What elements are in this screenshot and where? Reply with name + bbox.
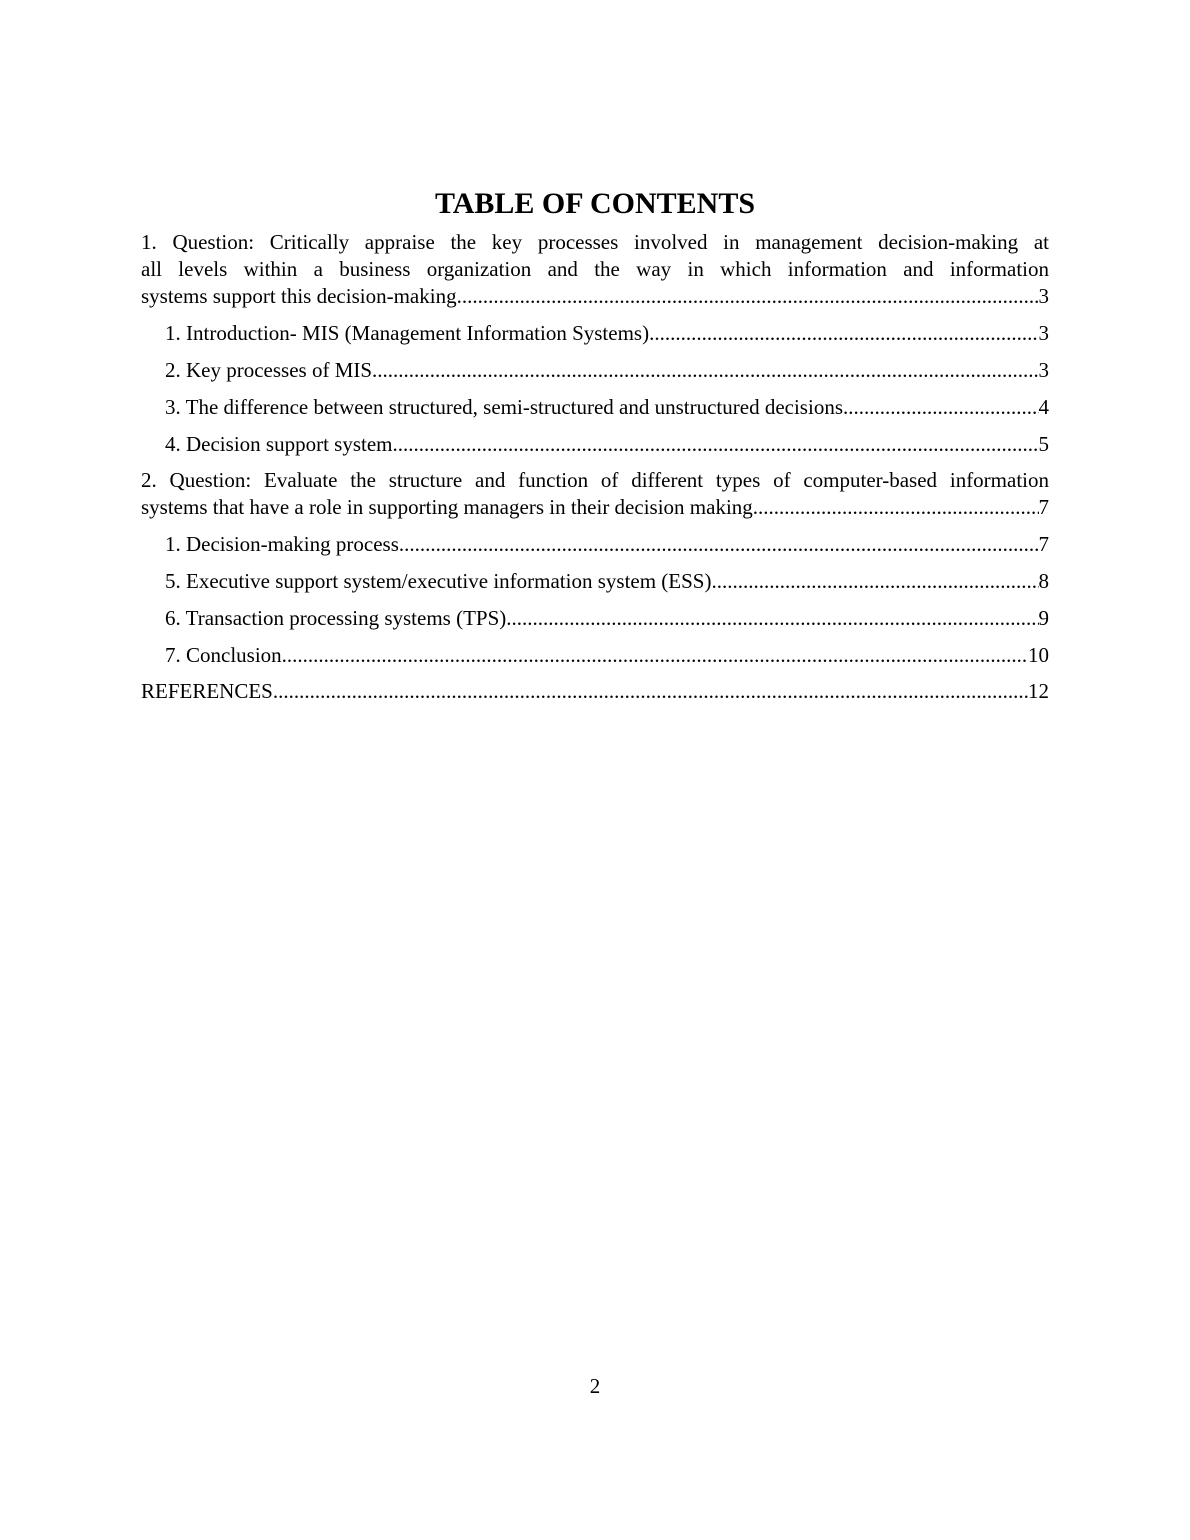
toc-entry-text [141, 467, 1049, 494]
dot-leader [392, 431, 1038, 458]
dot-leader [506, 605, 1038, 632]
toc-page-number: 5 [1038, 432, 1049, 456]
toc-entry-key-processes[interactable] [141, 357, 1049, 384]
toc-entry-label: 1. Introduction- MIS (Management Information Systems) [165, 321, 650, 345]
toc-entry-leader-line [141, 494, 1049, 521]
dot-leader [843, 394, 1039, 421]
toc-entry-decision-support-system[interactable] [141, 431, 1049, 458]
toc-entry-executive-support-system[interactable] [141, 568, 1049, 595]
toc-entry-decision-making-process[interactable] [141, 531, 1049, 558]
toc-entry-introduction-mis[interactable] [141, 320, 1049, 347]
toc-page-number: 9 [1038, 606, 1049, 630]
toc-entry-leader-line [165, 568, 1049, 595]
toc-entry-line: systems support this decision-making. [141, 284, 462, 308]
toc-page-number: 3 [1038, 321, 1049, 345]
toc-entry-leader-line [165, 394, 1049, 421]
toc-entry-transaction-processing[interactable] [141, 605, 1049, 632]
toc-entry-text [141, 229, 1049, 283]
table-of-contents [141, 229, 1049, 705]
toc-entry-leader-line [141, 283, 1049, 310]
toc-entry-label: 4. Decision support system [165, 432, 393, 456]
toc-entry-label: 3. The difference between structured, semi-structured and unstructured decisions [165, 395, 843, 419]
toc-entry-label: 7. Conclusion [165, 643, 282, 667]
toc-page-number: 10 [1028, 643, 1049, 667]
toc-entry-line: 1. Question: Critically appraise the key processes involved in management decision-making at [141, 230, 1049, 254]
toc-entry-line: all levels within a business organization and the way in which information and information [141, 257, 1049, 281]
toc-entry-references[interactable] [141, 678, 1049, 705]
page-number: 2 [589, 1374, 601, 1398]
dot-leader [273, 678, 1028, 705]
toc-entry-label: 5. Executive support system/executive information system (ESS) [165, 569, 712, 593]
toc-entry-leader-line [165, 605, 1049, 632]
toc-entry-label: 6. Transaction processing systems (TPS) [165, 606, 507, 630]
toc-entry-line: 2. Question: Evaluate the structure and function of different types of computer-based information [141, 468, 1049, 492]
toc-page-number: 4 [1038, 395, 1049, 419]
toc-entry-conclusion[interactable] [141, 642, 1049, 669]
toc-page-number: 7 [1038, 495, 1049, 519]
dot-leader [282, 642, 1028, 669]
toc-entry-leader-line [165, 642, 1049, 669]
toc-entry-label: REFERENCES [141, 679, 273, 703]
dot-leader [649, 320, 1038, 347]
toc-page-number: 7 [1038, 532, 1049, 556]
dot-leader [399, 531, 1039, 558]
toc-page-number: 8 [1038, 569, 1049, 593]
dot-leader [711, 568, 1038, 595]
toc-entry-label: 1. Decision-making process [165, 532, 399, 556]
toc-entry-line: systems that have a role in supporting managers in their decision making. [141, 495, 759, 519]
page-title: TABLE OF CONTENTS [434, 187, 756, 220]
toc-entry-leader-line [141, 678, 1049, 705]
toc-page-number: 3 [1038, 358, 1049, 382]
toc-entry-question-2[interactable] [141, 467, 1049, 521]
toc-page-number: 12 [1028, 679, 1049, 703]
toc-entry-leader-line [165, 531, 1049, 558]
toc-entry-label: 2. Key processes of MIS [165, 358, 373, 382]
toc-page-number: 3 [1038, 284, 1049, 308]
toc-entry-leader-line [165, 320, 1049, 347]
toc-entry-leader-line [165, 357, 1049, 384]
toc-entry-decision-types[interactable] [141, 394, 1049, 421]
dot-leader [462, 283, 1039, 310]
dot-leader [758, 494, 1038, 521]
toc-entry-question-1[interactable] [141, 229, 1049, 310]
dot-leader [372, 357, 1038, 384]
toc-entry-leader-line [165, 431, 1049, 458]
